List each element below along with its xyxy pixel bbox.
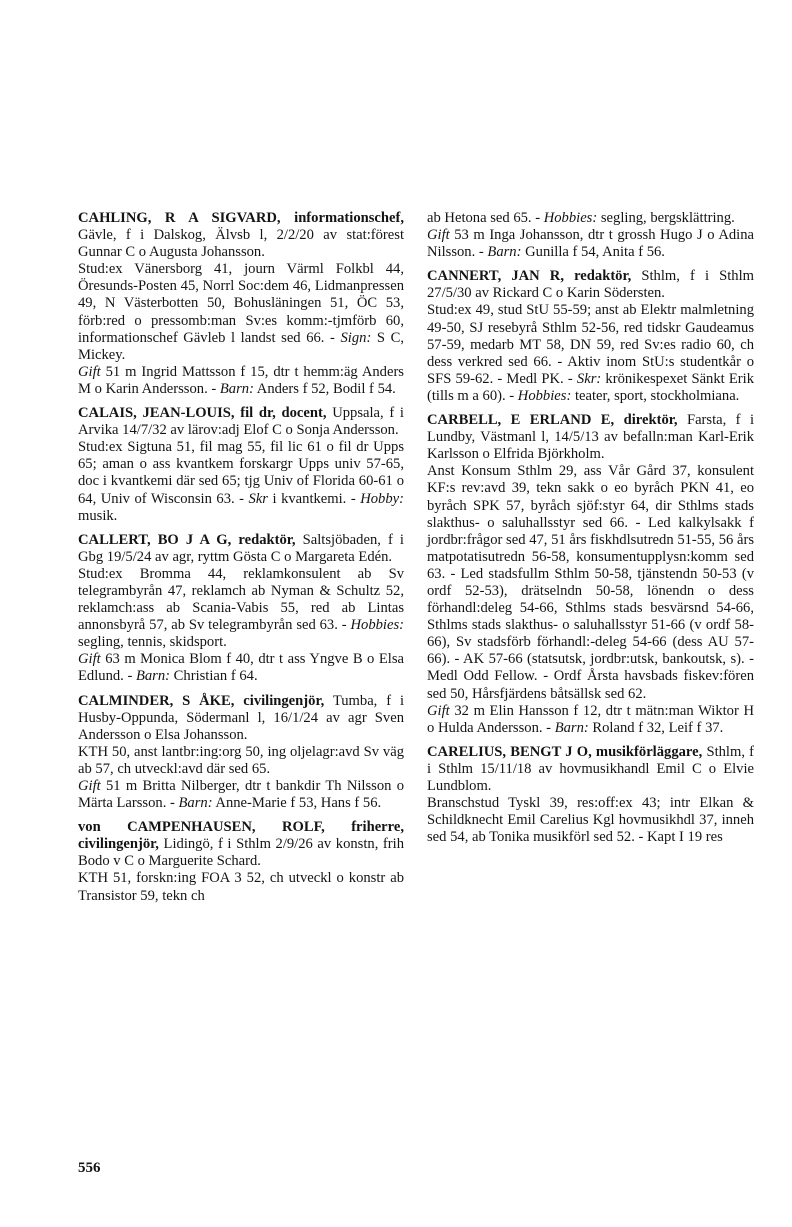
entry-intro: Saltsjöbaden, f i Gbg 19/5/24 av agr, ryttm Gösta C o Margareta Edén. bbox=[78, 531, 404, 565]
italic-label: Gift bbox=[427, 702, 450, 719]
person-title: redaktör, bbox=[238, 531, 296, 548]
text-segment: 51 m Britta Nilberger, dtr t bankdir Th Nilsson o Märta Larsson. - bbox=[78, 778, 404, 812]
text-segment: segling, tennis, skidsport. bbox=[78, 634, 227, 651]
text-segment: S C, Mickey. bbox=[78, 329, 405, 363]
text-segment: Stud:ex Vänersborg 41, journ Värml Folkbl 44, Öresunds-Posten 45, Norrl Soc:dem 46, Lidmanpressen 49, N Västerbotten 50, Bohusläningen 51, ÖC 53, förb:red o pressomb:man Sv:es komm:-tjmförb 60, informationschef Gävleb l landst sed 66. - bbox=[78, 261, 404, 346]
person-title: civilingenjör, bbox=[243, 692, 325, 709]
italic-label: Gift bbox=[78, 651, 101, 668]
entry-paragraph bbox=[427, 795, 754, 846]
text-segment: Anders f 52, Bodil f 54. bbox=[253, 380, 396, 397]
entry-paragraph bbox=[427, 227, 754, 261]
entry-headline bbox=[78, 532, 404, 566]
person-name: CARELIUS, BENGT J O, bbox=[427, 743, 592, 760]
person-name: CALAIS, JEAN-LOUIS, bbox=[78, 405, 235, 422]
biography-entry bbox=[427, 268, 754, 405]
text-segment: Stud:ex 49, stud StU 55-59; anst ab Elektr malmletning 49-50, SJ resebyrå Sthlm 52-56, red tidskr Gaudeamus 57-59, medarb MT 58, DN 59, red Sv:es radio 60, ch dess verkred sed 66. - Aktiv inom StU:s studentkår o SFS 59-62. - Medl PK. - bbox=[427, 302, 754, 387]
italic-label: Barn: bbox=[554, 719, 589, 736]
text-segment: i kvantkemi. - bbox=[268, 490, 361, 507]
italic-label: Barn: bbox=[178, 795, 213, 812]
person-title: fil dr, docent, bbox=[240, 405, 327, 422]
entry-intro: Gävle, f i Dalskog, Älvsb l, 2/2/20 av stat:förest Gunnar C o Augusta Johansson. bbox=[78, 227, 404, 261]
text-segment: KTH 50, anst lantbr:ing:org 50, ing oljelagr:avd Sv väg ab 57, ch utveckl:avd där sed 65. bbox=[78, 743, 404, 777]
biography-entry bbox=[427, 744, 754, 847]
italic-label: Skr bbox=[248, 490, 268, 507]
entry-intro: Sthlm, f i Sthlm 15/11/18 av hovmusikhandl Emil C o Elvie Lundblom. bbox=[427, 743, 755, 794]
entry-headline bbox=[427, 268, 754, 302]
entry-paragraph bbox=[78, 439, 404, 524]
person-name: CALLERT, BO J A G, bbox=[78, 531, 232, 548]
text-segment: krönikespexet Sänkt Erik (tills m a 60). - bbox=[427, 370, 754, 404]
entry-intro: Sthlm, f i Sthlm 27/5/30 av Rickard C o Karin Södersten. bbox=[427, 268, 754, 302]
entry-paragraph bbox=[427, 210, 754, 227]
text-segment: Branschstud Tyskl 39, res:off:ex 43; intr Elkan & Schildknecht Emil Carelius Kgl hovmusikhdl 37, inneh sed 54, ab Tonika musikförl sed 52. - Kapt I 19 res bbox=[427, 795, 754, 846]
entry-paragraph bbox=[427, 463, 754, 702]
biography-entry bbox=[78, 405, 404, 525]
italic-label: Hobbies: bbox=[517, 387, 572, 404]
page-number: 556 bbox=[78, 1160, 101, 1176]
entry-paragraph bbox=[78, 364, 404, 398]
person-title: informationschef, bbox=[294, 210, 404, 226]
text-segment: 32 m Elin Hansson f 12, dtr t mätn:man Wiktor H o Hulda Andersson. - bbox=[427, 702, 754, 736]
biography-entry bbox=[427, 412, 754, 737]
entry-paragraph bbox=[78, 651, 404, 685]
text-segment: Gunilla f 54, Anita f 56. bbox=[521, 244, 665, 261]
entry-intro: Lidingö, f i Sthlm 2/9/26 av konstn, frih Bodo v C o Marguerite Schard. bbox=[78, 836, 404, 870]
entry-headline bbox=[78, 210, 404, 261]
text-segment: Anst Konsum Sthlm 29, ass Vår Gård 37, konsulent KF:s rev:avd 39, tekn sakk o eo byråch PKN 41, eo byråch SPK 57, byråch sjöf:styr 64, dir Sthlms stads slakthus- o saluhallsstyr sed 66. - Led kalkylsakk f jordbr:frågor sed 47, 51 års fiskhdlsutredn 51-55, 56 års matpotatisutredn 56-58, konsumentupplysn:komm sed 63. - Led stadsfullm Sthlm 50-58, tjänstendn 50-53 (v ordf 52-53), drätselndn 50-58, lönendn o dess förhandl:deleg 54-66, Sthlms stads besvärsnd 54-66, Sthlms stads slakthus- o saluhallsstyr 51-66 (v ordf 58-66), Sv stadsförb förhandl:-deleg 54-66 (dess AU 57-66). - AK 57-66 (statsutsk, jordbr:utsk, bankoutsk, s). - Medl Odd Fellow. - Ordf Årsta havsbads fiskev:fören sed 50, Hårsfjärdens båtsällsk sed 62. bbox=[427, 463, 754, 702]
text-segment: Christian f 64. bbox=[170, 668, 258, 685]
text-segment: Stud:ex Sigtuna 51, fil mag 55, fil lic 61 o fil dr Upps 65; aman o ass kvantkem forskargr Upps univ 57-65, doc i kvantkemi där sed 65; tjg Univ of Florida 60-61 o 64, Univ of Wisconsin 63. - bbox=[78, 439, 404, 507]
person-title: direktör, bbox=[623, 412, 678, 429]
entry-paragraph bbox=[427, 302, 754, 405]
entry-paragraph bbox=[78, 870, 404, 904]
entry-headline bbox=[78, 819, 404, 870]
text-segment: 63 m Monica Blom f 40, dtr t ass Yngve B o Elsa Edlund. - bbox=[78, 651, 404, 685]
entry-headline bbox=[78, 693, 404, 744]
text-segment: 51 m Ingrid Mattsson f 15, dtr t hemm:äg Anders M o Karin Andersson. - bbox=[78, 363, 404, 397]
entry-headline bbox=[427, 412, 754, 463]
entry-paragraph bbox=[78, 744, 404, 778]
italic-label: Barn: bbox=[219, 380, 254, 397]
left-column bbox=[78, 210, 404, 912]
entry-paragraph bbox=[78, 261, 404, 364]
italic-label: Hobby: bbox=[360, 490, 404, 507]
entry-intro: Tumba, f i Husby-Oppunda, Södermanl l, 16/1/24 av agr Sven Andersson o Elsa Johansson. bbox=[78, 692, 404, 743]
person-name: CARBELL, E ERLAND E, bbox=[427, 412, 615, 429]
italic-label: Gift bbox=[78, 363, 101, 380]
person-name: CANNERT, JAN R, bbox=[427, 268, 564, 285]
person-title: redaktör, bbox=[574, 268, 632, 285]
italic-label: Sign: bbox=[340, 329, 372, 346]
italic-label: Barn: bbox=[135, 668, 171, 685]
text-segment: KTH 51, forskn:ing FOA 3 52, ch utveckl o konstr ab Transistor 59, tekn ch bbox=[78, 870, 404, 904]
italic-label: Barn: bbox=[487, 244, 522, 261]
text-segment: musik. bbox=[78, 507, 118, 524]
biography-entry bbox=[78, 532, 404, 686]
text-segment: 53 m Inga Johansson, dtr t grossh Hugo J o Adina Nilsson. - bbox=[427, 227, 754, 261]
entry-intro: Farsta, f i Lundby, Västmanl l, 14/5/13 av befalln:man Karl-Erik Karlsson o Elfrida Björkholm. bbox=[427, 412, 755, 463]
text-segment: teater, sport, stockholmiana. bbox=[571, 387, 740, 404]
biography-entry bbox=[78, 210, 404, 398]
biography-entry bbox=[78, 693, 404, 813]
text-segment: Anne-Marie f 53, Hans f 56. bbox=[212, 795, 382, 812]
biography-entry bbox=[427, 210, 754, 261]
italic-label: Gift bbox=[427, 227, 450, 244]
entry-intro: Uppsala, f i Arvika 14/7/32 av lärov:adj Elof C o Sonja Andersson. bbox=[78, 405, 404, 439]
person-title: friherre, civilingenjör, bbox=[78, 819, 404, 853]
italic-label: Skr: bbox=[576, 370, 602, 387]
entry-paragraph bbox=[427, 703, 754, 737]
text-segment: ab Hetona sed 65. - bbox=[427, 210, 544, 226]
right-column bbox=[427, 210, 754, 853]
entry-headline bbox=[427, 744, 754, 795]
text-segment: Roland f 32, Leif f 37. bbox=[588, 719, 724, 736]
italic-label: Hobbies: bbox=[543, 210, 598, 226]
person-name: CALMINDER, S ÅKE, bbox=[78, 692, 235, 709]
biography-entry bbox=[78, 819, 404, 904]
italic-label: Hobbies: bbox=[350, 617, 404, 634]
italic-label: Gift bbox=[78, 778, 101, 794]
person-name: von CAMPENHAUSEN, ROLF, bbox=[78, 819, 325, 836]
person-title: musikförläggare, bbox=[595, 743, 703, 760]
entry-paragraph bbox=[78, 778, 404, 812]
text-segment: Stud:ex Bromma 44, reklamkonsulent ab Sv telegrambyrån 47, reklamch ab Nyman & Schultz 52, reklamch:ass ab Scania-Vabis 55, red ab Lintas annonsbyrå 57, ab Sv telegrambyrån sed 63. - bbox=[78, 565, 404, 634]
text-segment: segling, bergsklättring. bbox=[597, 210, 735, 226]
entry-paragraph bbox=[78, 566, 404, 651]
person-name: CAHLING, R A SIGVARD, bbox=[78, 210, 281, 226]
entry-headline bbox=[78, 405, 404, 439]
